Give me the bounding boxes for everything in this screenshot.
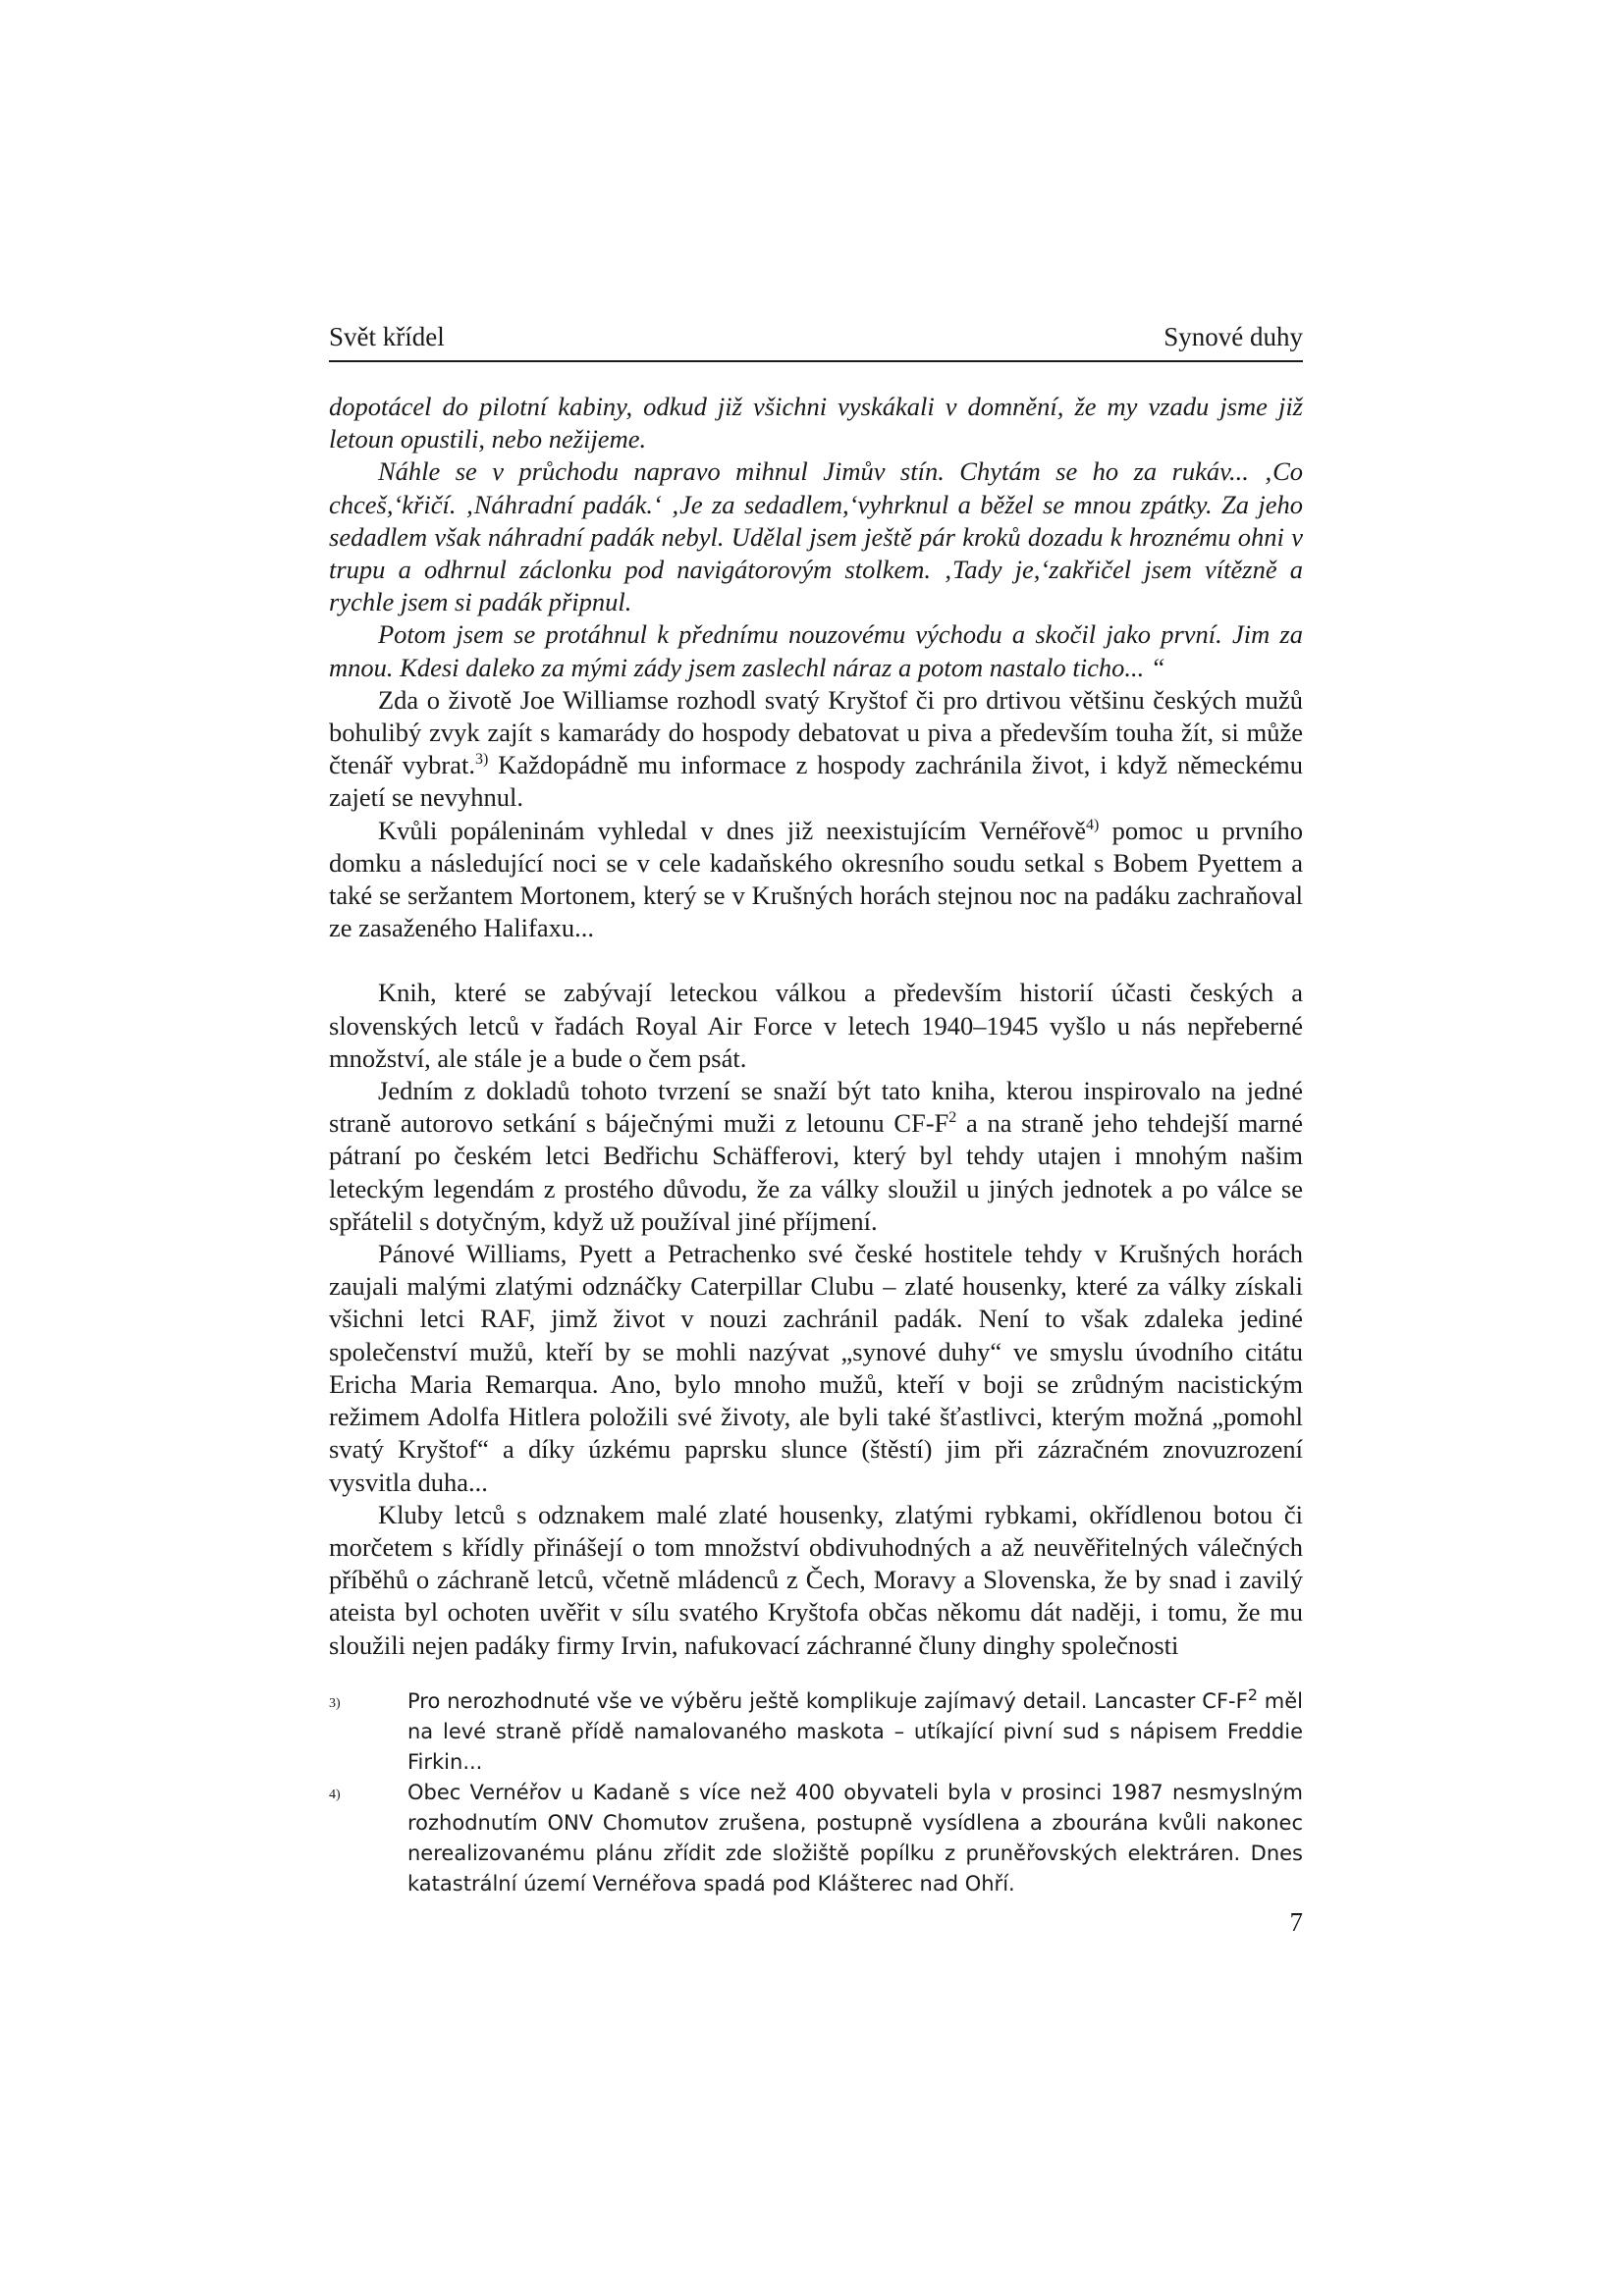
text-run: Pánové Williams, Pyett a Petrachenko své české hostitele tehdy v Krušných horách zaujali malými zlatými odznáčky Caterpillar Clubu – zlaté housenky, které za války získali všichni letci RAF, jimž život v nouzi zachránil padák. Není to však zdaleka jediné společenství mužů, kteří by se mohli nazývat „synové duhy“ ve smyslu úvodního citátu Ericha Maria Remarqua. Ano, bylo mnoho mužů, kteří v boji se zrůdným nacistickým režimem Adolfa Hitlera položili své životy, ale byli také šťastlivci, kterým možná „pomohl svatý Kryštof“ a díky úzkému paprsku slunce (štěstí) jim při zázračném znovuzrození vysvitla duha... — [329, 1239, 1303, 1497]
footnote — [329, 1778, 1303, 1899]
text-run: Knih, které se zabývají leteckou válkou a především historií účasti českých a slovenských letců v řadách Royal Air Force v letech 1940–1945 vyšlo u nás nepřeberné množství, ale stále je a bude o čem psát. — [329, 978, 1303, 1073]
footnote — [329, 1686, 1303, 1778]
text-run: Zda o životě Joe Williamse rozhodl svatý Kryštof či pro drtivou většinu českých mužů bohulibý zvyk zajít s kamarády do hospody debatovat u piva a především touha žít, si může čtenář vybrat. — [329, 684, 1303, 780]
paragraph — [329, 1238, 1303, 1499]
paragraph — [329, 684, 1303, 815]
text-run: měl na levé straně přídě namalovaného maskota – utíkající pivní sud s nápisem Freddie Firkin... — [407, 1689, 1303, 1774]
page-number: 7 — [1289, 1907, 1303, 1937]
paragraph — [329, 1499, 1303, 1662]
text-run: Kvůli popáleninám vyhledal v dnes již neexistujícím Vernéřově — [378, 815, 1086, 845]
paragraph — [329, 1075, 1303, 1238]
paragraph — [329, 391, 1303, 455]
body-text — [329, 391, 1303, 1662]
running-head-left: Svět křídel — [329, 322, 445, 351]
footnote-number: 3) — [329, 1696, 341, 1711]
text-run: Potom jsem se protáhnul k přednímu nouzovému východu a skočil jako první. Jim za mnou. Kdesi daleko za mými zády jsem zaslechl náraz a potom nastalo ticho... “ — [329, 619, 1303, 682]
text-run: pomoc u prvního domku a následující noci se v cele kadaňského okresního soudu setkal s Bobem Pyettem a také se seržantem Mortonem, který se v Krušných horách stejnou noc na padáku zachraňoval ze zasaženého Halifaxu... — [329, 815, 1304, 943]
running-head-right: Synové duhy — [1163, 322, 1303, 351]
text-run: Obec Vernéřov u Kadaně s více než 400 obyvateli byla v prosinci 1987 nesmyslným rozhodnutím ONV Chomutov zrušena, postupně vysídlena a zbourána kvůli nakonec nerealizovanému plánu zřídit zde složiště popílku z pruněřovských elektráren. Dnes katastrální území Vernéřova spadá pod Klášterec nad Ohří. — [407, 1781, 1303, 1896]
text-run: Kluby letců s odznakem malé zlaté housenky, zlatými rybkami, okřídlenou botou či morčetem s křídly přinášejí o tom množství obdivuhodných a až neuvěřitelných válečných příběhů o záchraně letců, včetně mládenců z Čech, Moravy a Slovenska, že by snad i zavilý ateista byl ochoten uvěřit v sílu svatého Kryštofa občas někomu dát naději, i tomu, že mu sloužili nejen padáky firmy Irvin, nafukovací záchranné čluny dinghy společnosti — [329, 1499, 1303, 1660]
footnote-reference: 2 — [948, 1109, 957, 1127]
footnote-reference: 4) — [1086, 816, 1100, 833]
paragraph — [329, 977, 1303, 1075]
footnote-reference: 2 — [1247, 1685, 1258, 1704]
paragraph — [329, 455, 1303, 618]
footnote-text — [407, 1686, 1303, 1778]
footnote-text — [407, 1778, 1303, 1899]
text-run: dopotácel do pilotní kabiny, odkud již všichni vyskákali v domnění, že my vzadu jsme již letoun opustili, nebo nežijeme. — [329, 392, 1303, 454]
footnote-reference: 3) — [474, 751, 489, 769]
text-run: Každopádně mu informace z hospody zachránila život, i když německému zajetí se nevyhnul. — [329, 750, 1303, 813]
paragraph — [329, 618, 1303, 683]
text-run: Náhle se v průchodu napravo mihnul Jimův stín. Chytám se ho za rukáv... ‚Co chceš,‘křičí. ‚Náhradní padák.‘ ‚Je za sedadlem,‘vyhrknul a běžel se mnou zpátky. Za jeho sedadlem však náhradní padák nebyl. Udělal jsem ještě pár kroků dozadu k hroznému ohni v trupu a odhrnul záclonku pod navigátorovým stolkem. ‚Tady je,‘zakřičel jsem vítězně a rychle jsem si padák připnul. — [329, 456, 1303, 617]
footnote-number: 4) — [329, 1788, 341, 1802]
running-head — [329, 322, 1303, 362]
text-run: Pro nerozhodnuté vše ve výběru ještě komplikuje zajímavý detail. Lancaster CF-F — [407, 1689, 1248, 1713]
text-run: a na straně jeho tehdejší marné pátraní po českém letci Bedřichu Schäfferovi, který byl tehdy utajen i mnohým našim leteckým legendám z prostého důvodu, že za války sloužil u jiných jednotek a po válce se spřátelil s dotyčným, když už používal jiné příjmení. — [329, 1108, 1303, 1236]
paragraph — [329, 815, 1303, 945]
text-run: Jedním z dokladů tohoto tvrzení se snaží být tato kniha, kterou inspirovalo na jedné straně autorovo setkání s báječnými muži z letounu CF-F — [329, 1076, 1303, 1139]
footnotes — [329, 1686, 1303, 1899]
